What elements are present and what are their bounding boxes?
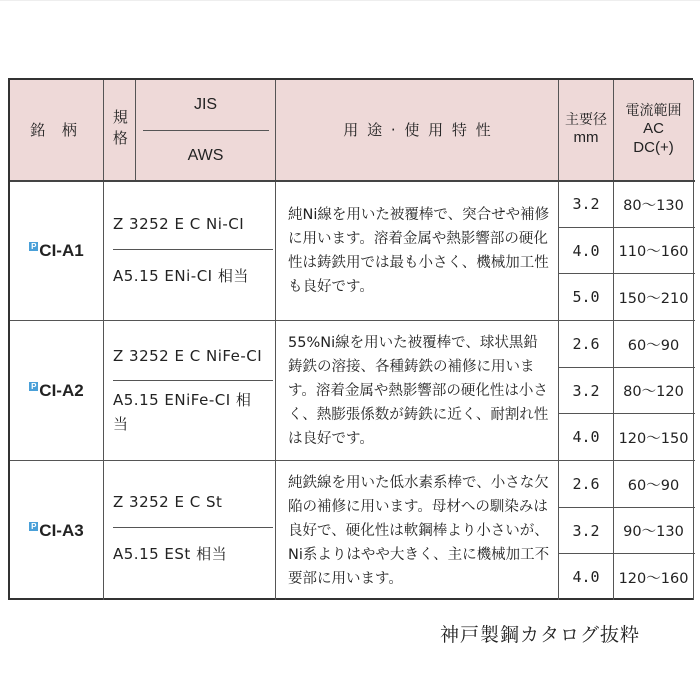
header-standard-label: 規格: [110, 109, 129, 151]
jis-aws-divider: [113, 380, 273, 381]
jis-aws-divider: [113, 249, 273, 250]
brand-cell: [29, 241, 83, 261]
brand-name: CI-A1: [39, 240, 84, 260]
current-range: 120～150: [618, 430, 689, 447]
electrode-spec-table: [8, 78, 693, 600]
diameter-value: 4.0: [572, 241, 600, 260]
header-current: [614, 80, 693, 180]
product-p-icon: P: [31, 381, 37, 391]
usage-description: 純鉄線を用いた低水素系棒で、小さな欠陥の補修に用います。母材への馴染みは良好で、硬化性は軟鋼棒より小さいが、Ni系よりはやや大きく、主に機械加工不要部に用います。: [288, 474, 550, 587]
product-p-icon: P: [31, 241, 37, 251]
header-current-line1: 電流範囲: [625, 102, 682, 119]
brand-name: CI-A2: [39, 380, 84, 400]
current-range: 120～160: [618, 570, 689, 587]
header-current-line3: DC(+): [633, 138, 674, 156]
header-standard: [104, 80, 135, 180]
header-diameter-line1: 主要径: [565, 111, 607, 128]
header-brand: [10, 80, 103, 180]
col-divider: [103, 80, 104, 600]
product-p-icon: P: [31, 521, 37, 531]
jis-standard: Z 3252 E C Ni-CI: [113, 215, 245, 233]
aws-standard: A5.15 ENi-CI 相当: [113, 266, 249, 285]
diameter-value: 3.2: [572, 521, 600, 540]
header-jis-label: JIS: [193, 96, 218, 113]
table-row-brand: [10, 461, 103, 600]
brand-cell: [29, 521, 83, 541]
diameter-value: 5.0: [572, 288, 600, 306]
jis-aws-divider: [113, 527, 273, 528]
usage-description: 55%Ni線を用いた被覆棒で、球状黒鉛鋳鉄の溶接、各種鋳鉄の補修に用います。溶着金属や熱影響部の硬化性は小さく、熱膨張係数が鋳鉄に近く、耐割れ性は良好です。: [288, 334, 549, 447]
jis-standard: Z 3252 E C NiFe-CI: [113, 347, 263, 365]
current-range: 60～90: [627, 477, 680, 494]
jis-standard: Z 3252 E C St: [113, 493, 223, 511]
current-range: 150～210: [618, 290, 689, 307]
usage-description: 純Ni線を用いた被覆棒で、突合せや補修に用います。溶着金属や熱影響部の硬化性は鋳鉄用では最も小さく、機械加工性も良好です。: [288, 206, 550, 295]
diameter-value: 3.2: [572, 381, 600, 400]
source-caption: 神戸製鋼カタログ抜粋: [440, 624, 641, 646]
diameter-value: 4.0: [572, 568, 600, 586]
page-top-edge: [0, 0, 700, 1]
aws-standard: A5.15 ESt 相当: [113, 544, 228, 563]
current-range: 60～90: [627, 337, 680, 354]
current-range: 90～130: [623, 524, 684, 540]
diameter-value: 4.0: [572, 428, 600, 446]
header-brand-label: 銘 柄: [30, 120, 83, 139]
current-range: 80～120: [623, 384, 684, 400]
header-diameter-line2: mm: [573, 129, 599, 147]
current-range: 110～160: [618, 244, 689, 260]
header-aws-label: AWS: [187, 146, 224, 164]
current-range: 80～130: [623, 197, 684, 214]
table-row-brand: [10, 321, 103, 460]
header-current-line2: AC: [643, 120, 664, 137]
header-usage: [276, 80, 558, 180]
diameter-value: 3.2: [572, 195, 600, 213]
header-jis-aws: [136, 80, 275, 180]
brand-cell: [29, 381, 83, 401]
header-usage-label: 用 途 · 使 用 特 性: [343, 120, 491, 139]
header-diameter: [559, 80, 613, 180]
col-divider: [135, 80, 136, 180]
diameter-value: 2.6: [572, 335, 600, 353]
aws-standard: A5.15 ENiFe-CI 相当: [113, 391, 252, 433]
diameter-value: 2.6: [572, 475, 600, 493]
col-divider: [693, 80, 694, 600]
table-row-brand: [10, 181, 103, 320]
brand-name: CI-A3: [39, 520, 84, 540]
